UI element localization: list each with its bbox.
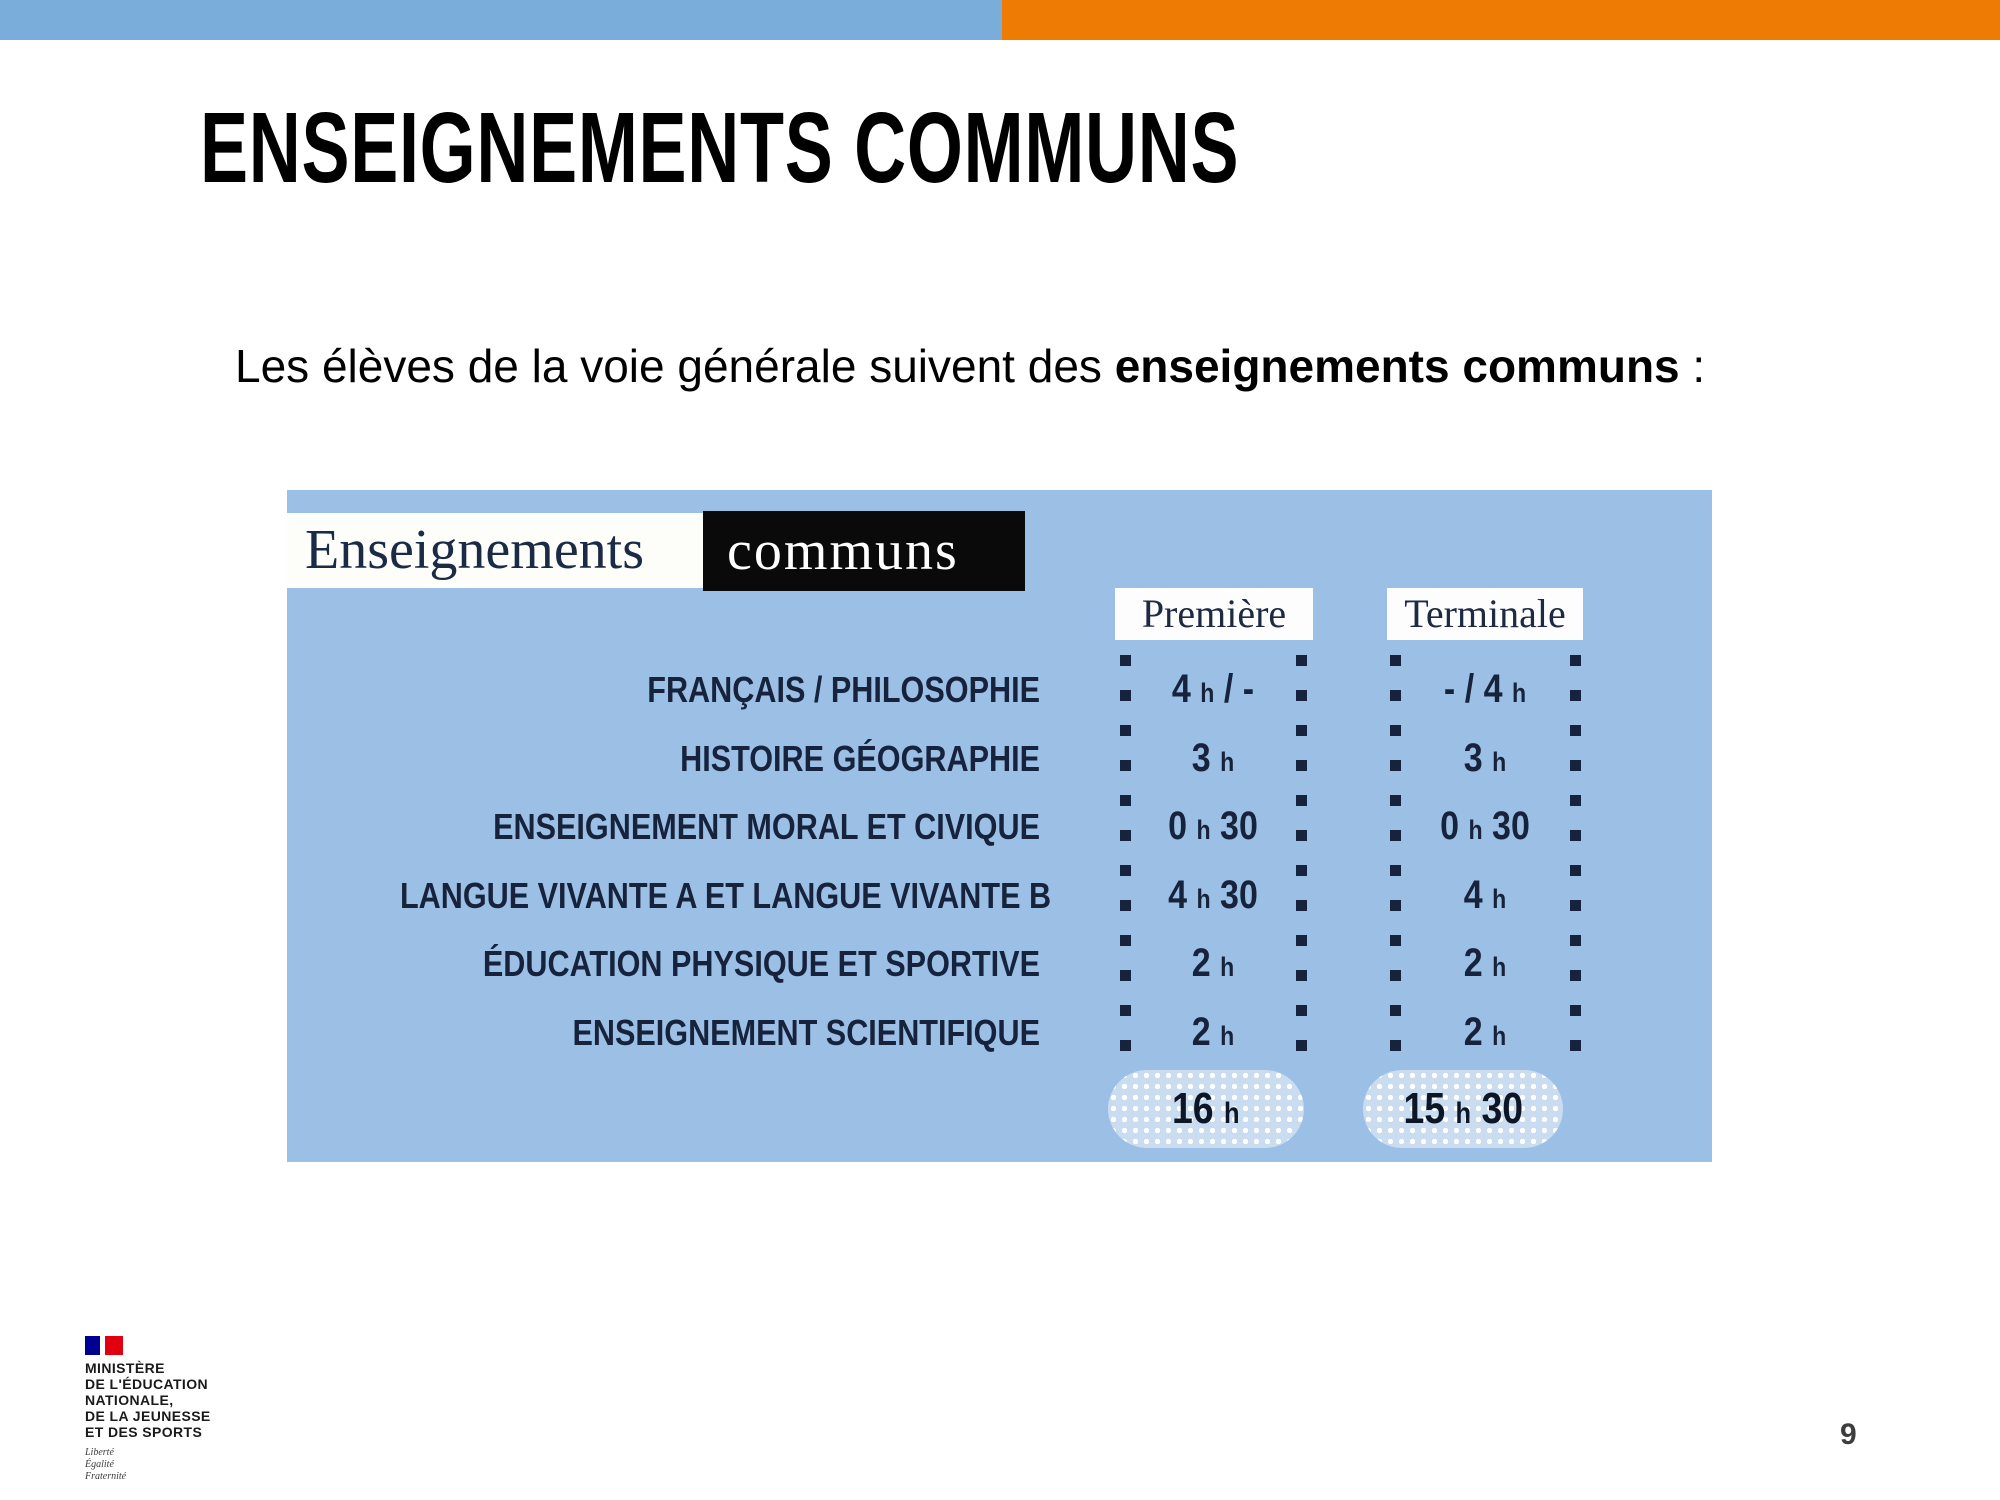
subject-label: FRANÇAIS / PHILOSOPHIE — [647, 669, 1040, 710]
ministry-line: ET DES SPORTS — [85, 1424, 203, 1440]
hours-terminale: 0 h 30 — [1440, 804, 1530, 848]
subject-label: ENSEIGNEMENT SCIENTIFIQUE — [572, 1012, 1040, 1053]
ministry-line: MINISTÈRE — [85, 1360, 165, 1376]
motto-line: Égalité — [85, 1459, 114, 1470]
hours-premiere: 2 h — [1191, 941, 1235, 985]
column-header-premiere: Première — [1115, 588, 1313, 640]
hours-terminale: 2 h — [1463, 941, 1507, 985]
hours-terminale: 2 h — [1463, 1010, 1507, 1054]
hours-terminale: - / 4 h — [1443, 667, 1527, 711]
ministry-logo — [85, 1336, 211, 1483]
table-row — [287, 929, 1712, 998]
table-row — [287, 861, 1712, 930]
table-row — [287, 998, 1712, 1067]
subject-label: ÉDUCATION PHYSIQUE ET SPORTIVE — [482, 943, 1040, 984]
hours-premiere: 3 h — [1191, 736, 1235, 780]
subtitle-lead: Les élèves de la voie générale suivent des — [235, 340, 1115, 392]
total-terminale-pill — [1363, 1070, 1563, 1148]
total-premiere-pill — [1108, 1070, 1304, 1148]
hours-terminale: 4 h — [1463, 873, 1507, 917]
top-bar-orange — [1002, 0, 2000, 40]
subtitle-tail: : — [1679, 340, 1706, 392]
subject-label: HISTOIRE GÉOGRAPHIE — [680, 738, 1040, 779]
table-row — [287, 792, 1712, 861]
top-bar-blue — [0, 0, 1002, 40]
hours-premiere: 4 h / - — [1171, 667, 1255, 711]
table-title-communs: communs — [703, 511, 1025, 591]
ministry-line: DE LA JEUNESSE — [85, 1408, 211, 1424]
hours-premiere: 2 h — [1191, 1010, 1235, 1054]
motto-line: Fraternité — [85, 1471, 127, 1482]
page-title: ENSEIGNEMENTS COMMUNS — [200, 92, 1240, 204]
total-premiere: 16 h — [1172, 1084, 1240, 1133]
table-title-enseignements: Enseignements — [287, 513, 703, 588]
hours-premiere: 0 h 30 — [1168, 804, 1258, 848]
flag-blue — [85, 1336, 100, 1355]
subject-label: LANGUE VIVANTE A ET LANGUE VIVANTE B — [399, 875, 1052, 916]
subtitle-bold: enseignements communs — [1114, 340, 1680, 392]
ministry-line: NATIONALE, — [85, 1392, 174, 1408]
hours-terminale: 3 h — [1463, 736, 1507, 780]
column-header-terminale: Terminale — [1387, 588, 1583, 640]
flag-red — [105, 1336, 123, 1355]
ministry-line: DE L'ÉDUCATION — [85, 1376, 209, 1392]
french-flag-icon — [85, 1336, 123, 1355]
table-row — [287, 724, 1712, 793]
page-number: 9 — [1840, 1418, 1857, 1451]
motto-line: Liberté — [85, 1447, 114, 1458]
subject-label: ENSEIGNEMENT MORAL ET CIVIQUE — [493, 806, 1040, 847]
subtitle — [235, 338, 1705, 396]
ministry-name — [85, 1360, 211, 1440]
total-terminale: 15 h 30 — [1403, 1084, 1523, 1133]
table-row — [287, 655, 1712, 724]
schedule-table — [287, 490, 1712, 1162]
ministry-motto — [85, 1447, 211, 1483]
hours-premiere: 4 h 30 — [1168, 873, 1258, 917]
